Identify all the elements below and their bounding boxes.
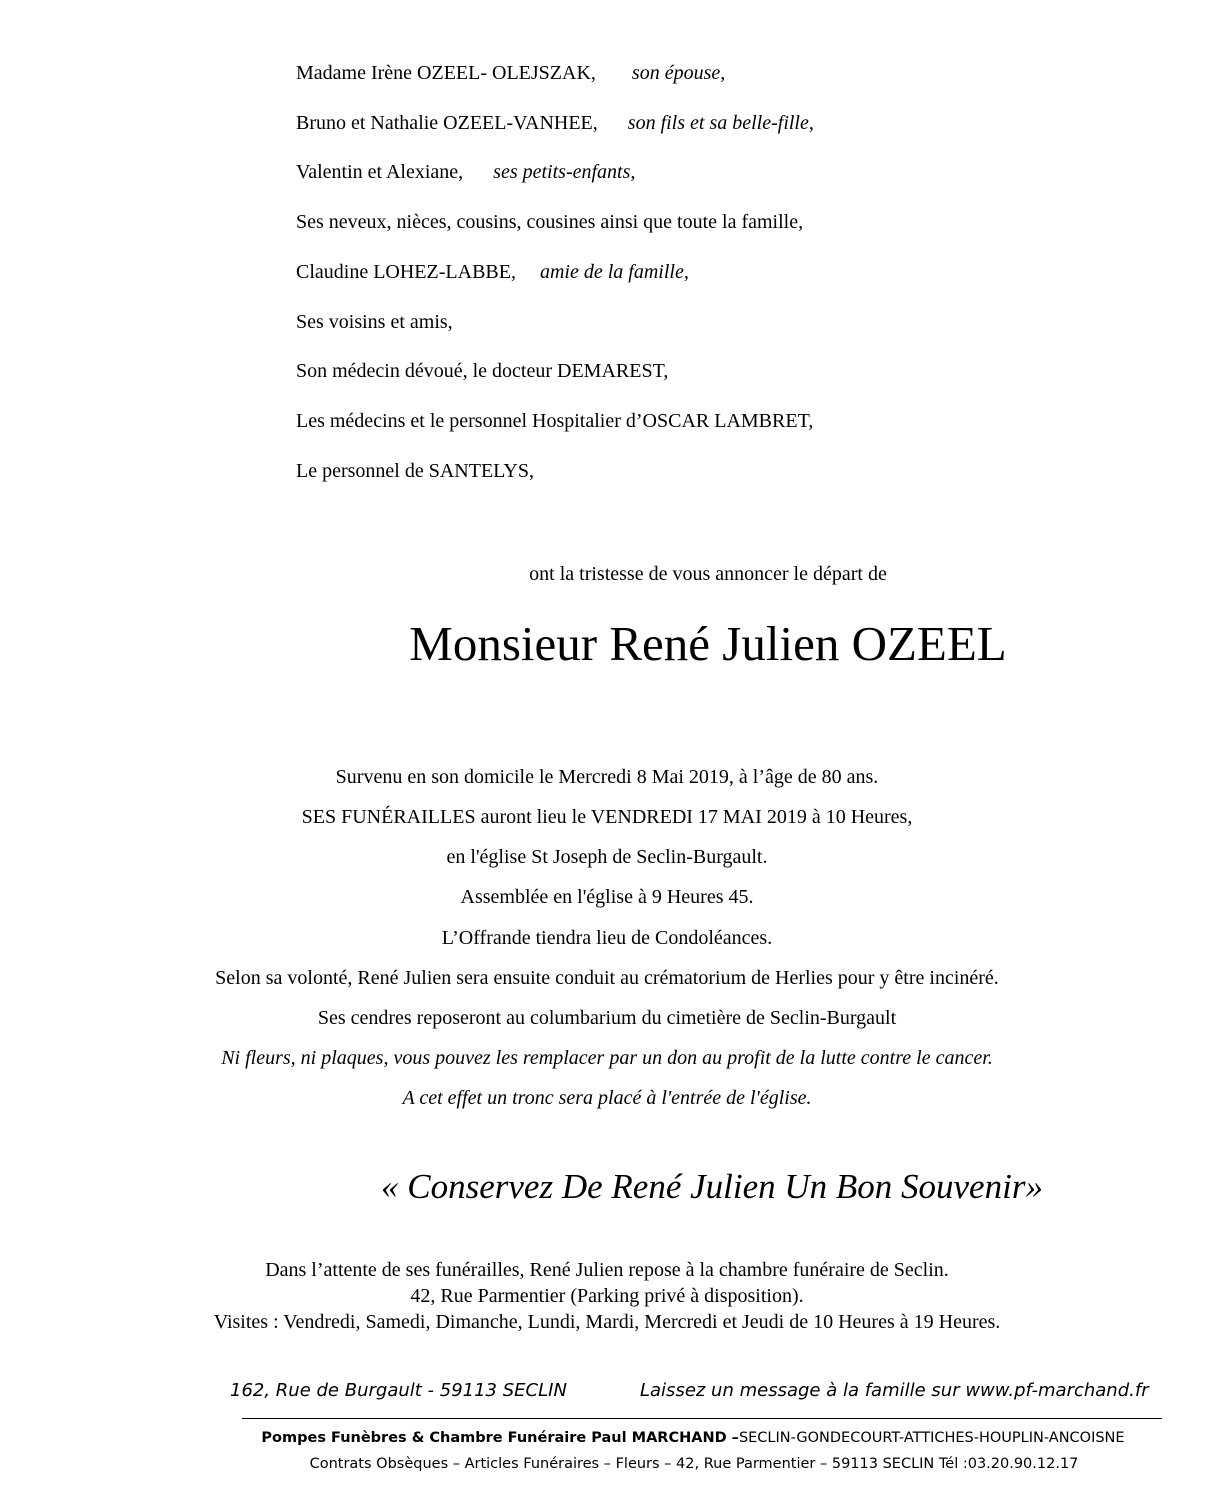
family-line — [296, 459, 534, 483]
souvenir-quote: « Conservez De René Julien Un Bon Souvenir» — [381, 1167, 1043, 1206]
visitation-line: 42, Rue Parmentier (Parking privé à disposition). — [410, 1285, 804, 1307]
family-role: ses petits-enfants, — [493, 161, 636, 183]
footer-company — [0, 1428, 1214, 1448]
family-name: Son médecin dévoué, le docteur DEMAREST, — [296, 360, 669, 382]
announcement-intro: ont la tristesse de vous annoncer le départ de — [529, 563, 887, 585]
family-line — [296, 260, 689, 284]
detail-line: Ni fleurs, ni plaques, vous pouvez les remplacer par un don au profit de la lutte contre le cancer. — [221, 1047, 993, 1069]
family-line — [296, 310, 453, 334]
family-name: Les médecins et le personnel Hospitalier d’OSCAR LAMBRET, — [296, 410, 814, 432]
family-name: Valentin et Alexiane, — [296, 161, 464, 183]
detail-line: L’Offrande tiendra lieu de Condoléances. — [441, 927, 773, 949]
detail-line: Survenu en son domicile le Mercredi 8 Mai 2019, à l’âge de 80 ans. — [335, 766, 879, 788]
family-name: Madame Irène OZEEL- OLEJSZAK, — [296, 62, 596, 84]
footer-contracts: Contrats Obsèques – Articles Funéraires – Fleurs – 42, Rue Parmentier – 59113 SECLIN Tél :03.20.90.12.17 — [309, 1456, 1079, 1472]
family-role: son fils et sa belle-fille, — [627, 112, 814, 134]
family-role: amie de la famille, — [539, 261, 689, 283]
visitation-line: Visites : Vendredi, Samedi, Dimanche, Lundi, Mardi, Mercredi et Jeudi de 10 Heures à 19 Heures. — [213, 1311, 1001, 1333]
family-line — [296, 210, 803, 234]
footer-message: Laissez un message à la famille sur www.pf-marchand.fr — [640, 1380, 1149, 1401]
family-line — [296, 359, 668, 383]
visitation-line: Dans l’attente de ses funérailles, René Julien repose à la chambre funéraire de Seclin. — [265, 1259, 949, 1281]
family-line — [296, 111, 814, 135]
family-role: son épouse, — [631, 62, 726, 84]
detail-line: en l'église St Joseph de Seclin-Burgault. — [446, 846, 768, 868]
footer-divider — [242, 1418, 1162, 1419]
deceased-name: Monsieur René Julien OZEEL — [409, 616, 1007, 671]
family-line — [296, 61, 725, 85]
family-line — [296, 160, 635, 184]
family-name: Claudine LOHEZ-LABBE, — [296, 261, 516, 283]
detail-line: Selon sa volonté, René Julien sera ensuite conduit au crématorium de Herlies pour y être incinéré. — [215, 967, 999, 989]
detail-line: SES FUNÉRAILLES auront lieu le VENDREDI 17 MAI 2019 à 10 Heures, — [301, 806, 913, 828]
company-name: Pompes Funèbres & Chambre Funéraire Paul MARCHAND – — [261, 1430, 739, 1446]
detail-line: Ses cendres reposeront au columbarium du cimetière de Seclin-Burgault — [317, 1007, 897, 1029]
family-name: Le personnel de SANTELYS, — [296, 460, 534, 482]
detail-line: A cet effet un tronc sera placé à l'entrée de l'église. — [402, 1087, 812, 1109]
family-name: Ses voisins et amis, — [296, 311, 453, 333]
footer-address: 162, Rue de Burgault - 59113 SECLIN — [230, 1380, 567, 1401]
family-name: Bruno et Nathalie OZEEL-VANHEE, — [296, 112, 598, 134]
family-line — [296, 409, 813, 433]
company-towns: SECLIN-GONDECOURT-ATTICHES-HOUPLIN-ANCOISNE — [738, 1430, 1125, 1446]
detail-line: Assemblée en l'église à 9 Heures 45. — [460, 886, 754, 908]
family-name: Ses neveux, nièces, cousins, cousines ainsi que toute la famille, — [296, 211, 804, 233]
